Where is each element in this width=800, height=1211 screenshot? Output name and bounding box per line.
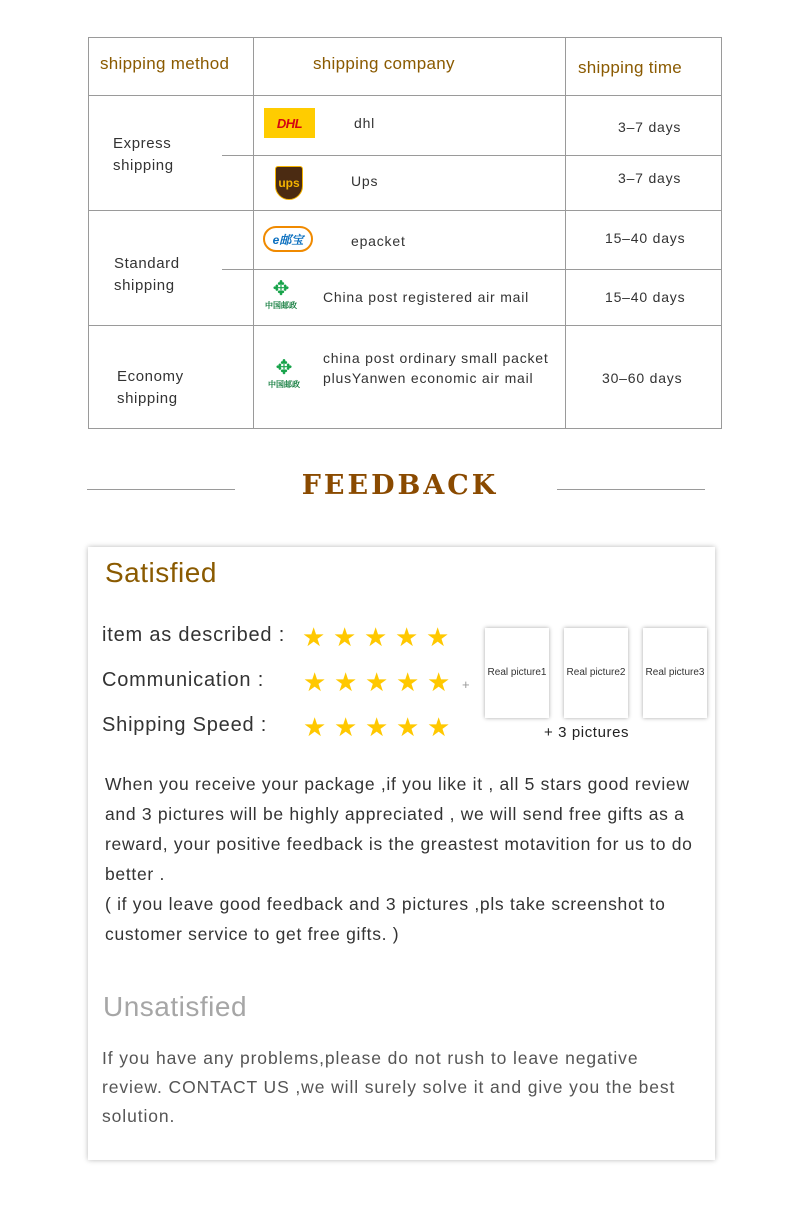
- star-rating-item: [302, 624, 457, 650]
- header-shipping-time: shipping time: [578, 58, 683, 77]
- star-icon: ★: [303, 667, 327, 697]
- star-icon: ★: [365, 667, 389, 697]
- china-post-logo: ✥ 中国邮政: [268, 357, 300, 389]
- header-shipping-method: shipping method: [100, 54, 230, 73]
- method-express: Express shipping: [113, 135, 174, 174]
- company-epacket: epacket: [351, 233, 406, 249]
- rating-label-item: item as described :: [102, 624, 286, 646]
- ups-logo: ups: [275, 166, 303, 200]
- row-divider: [89, 325, 721, 326]
- column-divider: [253, 38, 254, 428]
- star-icon: ★: [396, 712, 420, 742]
- star-icon: ★: [302, 622, 326, 652]
- satisfied-paragraph: When you receive your package ,if you like it , all 5 stars good review and 3 pictures will be highly appreciated , we will send free gifts as a reward, your positive feedback is the greastest motavition for us to do better .: [105, 774, 693, 884]
- star-icon: ★: [334, 667, 358, 697]
- star-icon: ★: [427, 712, 451, 742]
- company-ups: Ups: [351, 173, 379, 189]
- company-china-post-ordinary: china post ordinary small packet plusYanwen economic air mail: [323, 350, 549, 386]
- rating-label-communication: Communication :: [102, 669, 265, 691]
- china-post-logo: ✥ 中国邮政: [265, 278, 297, 310]
- divider-right: [557, 489, 705, 490]
- real-picture-placeholder: Real picture3: [643, 628, 707, 718]
- row-divider: [89, 95, 721, 96]
- company-dhl: dhl: [354, 115, 376, 131]
- row-divider: [89, 210, 721, 211]
- plus-sign: +: [462, 677, 470, 692]
- company-china-post-registered: China post registered air mail: [323, 289, 530, 305]
- column-divider: [565, 38, 566, 428]
- star-rating-communication: [303, 669, 458, 695]
- row-divider: [222, 269, 721, 270]
- time-dhl: 3–7 days: [618, 119, 682, 135]
- star-icon: ★: [333, 622, 357, 652]
- method-standard: Standard shipping: [114, 255, 180, 294]
- star-icon: ★: [364, 622, 388, 652]
- star-icon: ★: [303, 712, 327, 742]
- unsatisfied-title: Unsatisfied: [103, 991, 248, 1022]
- pictures-caption: + 3 pictures: [544, 724, 630, 741]
- header-shipping-company: shipping company: [313, 54, 455, 73]
- star-rating-shipping: [303, 714, 458, 740]
- time-epacket: 15–40 days: [605, 230, 686, 246]
- method-economy: Economy shipping: [117, 368, 184, 407]
- star-icon: ★: [427, 667, 451, 697]
- satisfied-title: Satisfied: [105, 557, 217, 588]
- shipping-table: [88, 37, 722, 429]
- star-icon: ★: [396, 667, 420, 697]
- rating-label-shipping: Shipping Speed :: [102, 714, 268, 736]
- star-icon: ★: [365, 712, 389, 742]
- epacket-logo: e邮宝: [263, 226, 313, 252]
- star-icon: ★: [334, 712, 358, 742]
- satisfied-note: ( if you leave good feedback and 3 pictures ,pls take screenshot to customer service to get free gifts. ): [105, 894, 666, 944]
- row-divider: [222, 155, 721, 156]
- star-icon: ★: [426, 622, 450, 652]
- time-china-post-registered: 15–40 days: [605, 289, 686, 305]
- feedback-title: FEEDBACK: [301, 470, 499, 501]
- star-icon: ★: [395, 622, 419, 652]
- unsatisfied-message: If you have any problems,please do not rush to leave negative review. CONTACT US ,we will surely solve it and give you the best solution.: [102, 1048, 676, 1126]
- satisfied-message: [105, 769, 705, 949]
- dhl-logo: DHL: [264, 108, 315, 138]
- real-picture-placeholder: Real picture1: [485, 628, 549, 718]
- real-picture-placeholder: Real picture2: [564, 628, 628, 718]
- time-ups: 3–7 days: [618, 170, 682, 186]
- time-china-post-ordinary: 30–60 days: [602, 370, 683, 386]
- feedback-card: [88, 547, 715, 1160]
